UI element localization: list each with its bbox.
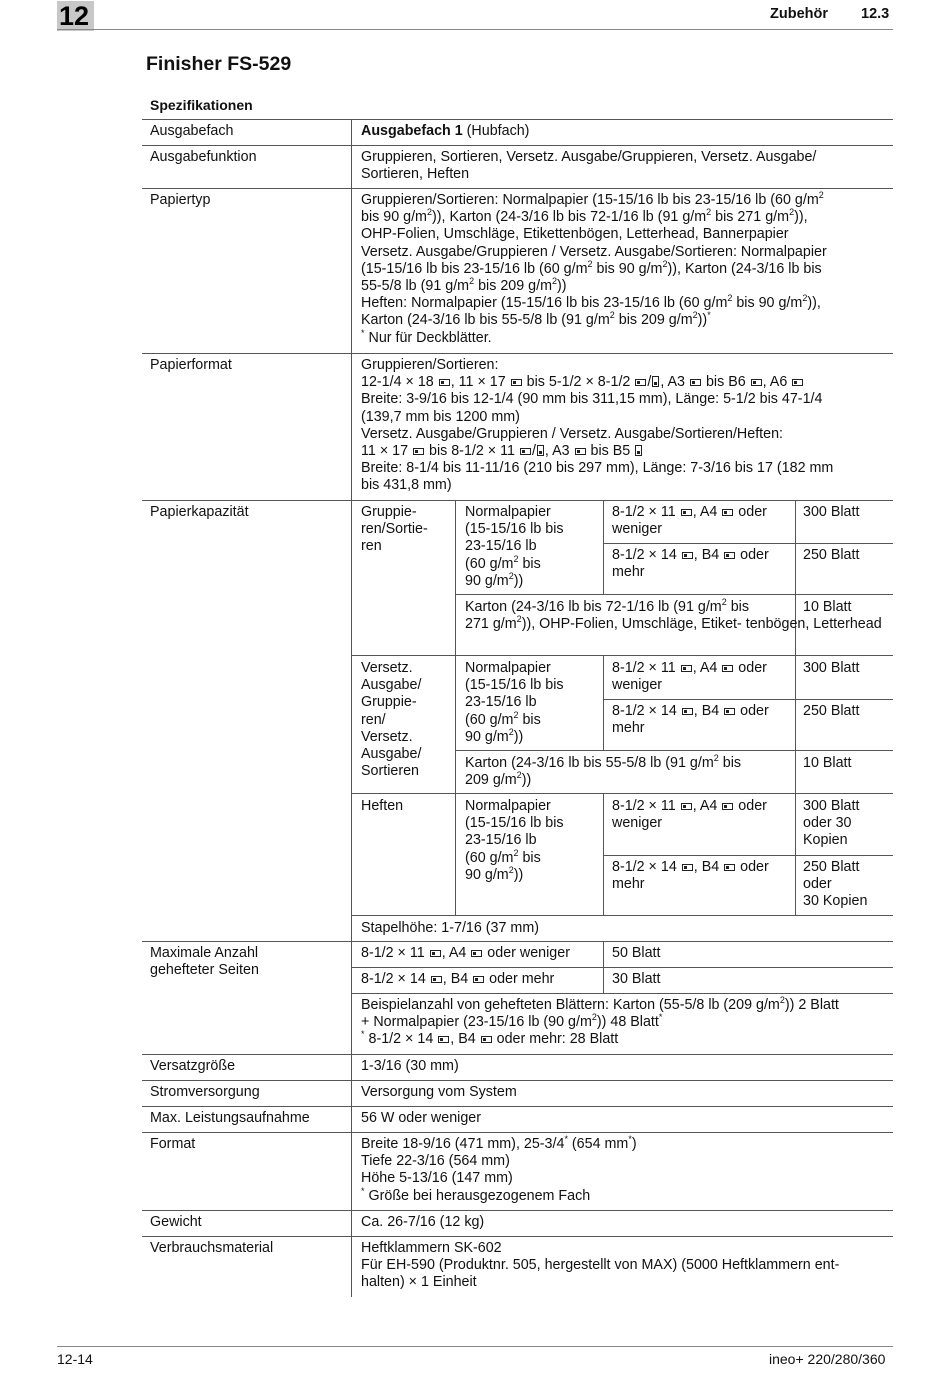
kap-karton-1: Karton (24-3/16 lb bis 72-1/16 lb (91 $g/m^2$ bis 271 $g/m^2$)), OHP-Folien, Umschläge, Etiket- tenbögen, Letterhead [465,597,882,633]
header-rule [57,29,893,30]
kap-value-heften-250: 250 Blatt oder 30 Kopien [803,859,868,910]
kap-group-heften: Heften [361,798,404,814]
value-ausgabefunktion: Gruppieren, Sortieren, Versetz. Ausgabe/Gruppieren, Versetz. Ausgabe/ Sortieren, Heften [361,149,817,183]
footer-rule [57,1346,893,1347]
kap-value-10-1: 10 Blatt [803,599,852,615]
kap-value-250-1: 250 Blatt [803,547,860,563]
value-leistungsaufnahme: 56 W oder weniger [361,1110,481,1126]
label-versatzgroesse: Versatzgröße [150,1058,236,1074]
label-papiertyp: Papiertyp [150,192,211,208]
section-name: Zubehör [770,6,828,22]
max-anzahl-row1-value: 50 Blatt [612,945,661,961]
value-format: Breite 18-9/16 (471 mm), 25-3/4* (654 mm*) Tiefe 22-3/16 (564 mm) Höhe 5-13/16 (147 mm) * Größe bei herausgezogenem Fach [361,1134,637,1204]
kap-size-small-2: 8-1/2 × 11 , A4 oder weniger [612,660,767,694]
section-subtitle: Spezifikationen [150,97,253,113]
label-papierformat: Papierformat [150,357,232,373]
kap-normal-1: Normalpapier (15-15/16 lb bis 23-15/16 lb (60 $g/m^2$ bis 90 $g/m^2$)) [465,504,564,589]
kap-value-10-2: 10 Blatt [803,755,852,771]
max-anzahl-row2-value: 30 Blatt [612,971,661,987]
chapter-number-badge [57,1,94,31]
value-verbrauchsmaterial: Heftklammern SK-602 Für EH-590 (Produktnr. 505, hergestellt von MAX) (5000 Heftklammern ent- halten) × 1 Einheit [361,1240,840,1291]
label-stromversorgung: Stromversorgung [150,1084,260,1100]
kap-normal-2: Normalpapier (15-15/16 lb bis 23-15/16 lb (60 $g/m^2$ bis 90 $g/m^2$)) [465,660,564,745]
page-title: Finisher FS-529 [146,53,292,75]
value-ausgabefach: Ausgabefach 1 (Hubfach) [361,123,530,139]
page-number: 12-14 [57,1351,93,1367]
kap-size-large-3: 8-1/2 × 14 , B4 oder mehr [612,859,769,893]
value-papierformat: Gruppieren/Sortieren: 12-1/4 × 18 , 11 × 17 bis 5-1/2 × 8-1/2 / , A3 bis B6 , A6 Breite: 3-9/16 bis 12-1/4 (90 mm bis 311,15 mm), Länge: 5-1/2 bis 47-1/4 (139,7 mm bis 1200 mm) Versetz. Ausgabe/Gruppieren / Versetz. Ausgabe/Sortieren/Heften: 11 × 17 bis 8-1/2 × 11 / , A3 bis B5 Breite: 8-1/4 bis 11-11/16 (210 bis 297 mm), Länge: 7-3/16 bis 17 (182 mm bis 431,8 mm) [361,357,834,494]
label-gewicht: Gewicht [150,1214,202,1230]
kap-size-small-1: 8-1/2 × 11 , A4 oder weniger [612,504,767,538]
label-format: Format [150,1136,196,1152]
value-gewicht: Ca. 26-7/16 (12 kg) [361,1214,485,1230]
kap-size-large-2: 8-1/2 × 14 , B4 oder mehr [612,703,769,737]
section-number: 12.3 [861,6,890,22]
kap-size-large-1: 8-1/2 × 14 , B4 oder mehr [612,547,769,581]
max-anzahl-row2-size: 8-1/2 × 14 , B4 oder mehr [361,971,555,987]
label-papierkapazitaet: Papierkapazität [150,504,249,520]
max-anzahl-row1-size: 8-1/2 × 11 , A4 oder weniger [361,945,570,961]
label-leistungsaufnahme: Max. Leistungsaufnahme [150,1110,310,1126]
max-anzahl-note: Beispielanzahl von gehefteten Blättern: Karton (55-5/8 lb (209 $g/m^2$)) 2 Blatt + Normalpapier (23-15/16 lb (90 $g/m^2$)) 48 Blatt* * 8-1/2 × 14 , B4 oder mehr: 28 Blatt [361,995,839,1048]
kap-group-versetz: Versetz. Ausgabe/ Gruppie- ren/ Versetz. Ausgabe/ Sortieren [361,660,422,780]
kap-value-300-1: 300 Blatt [803,504,860,520]
kap-size-small-3: 8-1/2 × 11 , A4 oder weniger [612,798,767,832]
kap-value-300-2: 300 Blatt [803,660,860,676]
kap-normal-3: Normalpapier (15-15/16 lb bis 23-15/16 lb (60 $g/m^2$ bis 90 $g/m^2$)) [465,798,564,883]
value-versatzgroesse: 1-3/16 (30 mm) [361,1058,459,1074]
label-ausgabefunktion: Ausgabefunktion [150,149,257,165]
kap-karton-2: Karton (24-3/16 lb bis 55-5/8 lb (91 $g/m^2$ bis 209 $g/m^2$)) [465,753,742,789]
value-papiertyp: Gruppieren/Sortieren: Normalpapier (15-15/16 lb bis 23-15/16 lb (60 $g/m^2$ bis 90 $g/m^2$)), Karton (24-3/16 lb bis 72-1/16 lb (91 $g/m^2$ bis 271 $g/m^2$)), OHP-Folien, Umschläge, Etikettenbögen, Letterhead, Bannerpapier Versetz. Ausgabe/Gruppieren / Versetz. Ausgabe/Sortieren: Normalpapier (15-15/16 lb bis 23-15/16 lb (60 $g/m^2$ bis 90 $g/m^2$)), Karton (24-3/16 lb bis 55-5/8 lb (91 $g/m^2$ bis 209 $g/m^2$)) Heften: Normalpapier (15-15/16 lb bis 23-15/16 lb (60 $g/m^2$ bis 90 $g/m^2$)), Karton (24-3/16 lb bis 55-5/8 lb (91 $g/m^2$ bis 209 $g/m^2))^*$ * Nur für Deckblätter. [361,190,827,346]
kap-group-gruppieren: Gruppie- ren/Sortie- ren [361,504,428,555]
value-stromversorgung: Versorgung vom System [361,1084,517,1100]
chapter-number: 12 [59,1,90,31]
label-ausgabefach: Ausgabefach [150,123,234,139]
kap-stapelhoehe: Stapelhöhe: 1-7/16 (37 mm) [361,920,540,936]
label-max-anzahl: Maximale Anzahl gehefteter Seiten [150,945,259,979]
kap-value-250-2: 250 Blatt [803,703,860,719]
label-verbrauchsmaterial: Verbrauchsmaterial [150,1240,274,1256]
product-name: ineo+ 220/280/360 [769,1351,886,1367]
kap-value-heften-300: 300 Blatt oder 30 Kopien [803,798,860,849]
